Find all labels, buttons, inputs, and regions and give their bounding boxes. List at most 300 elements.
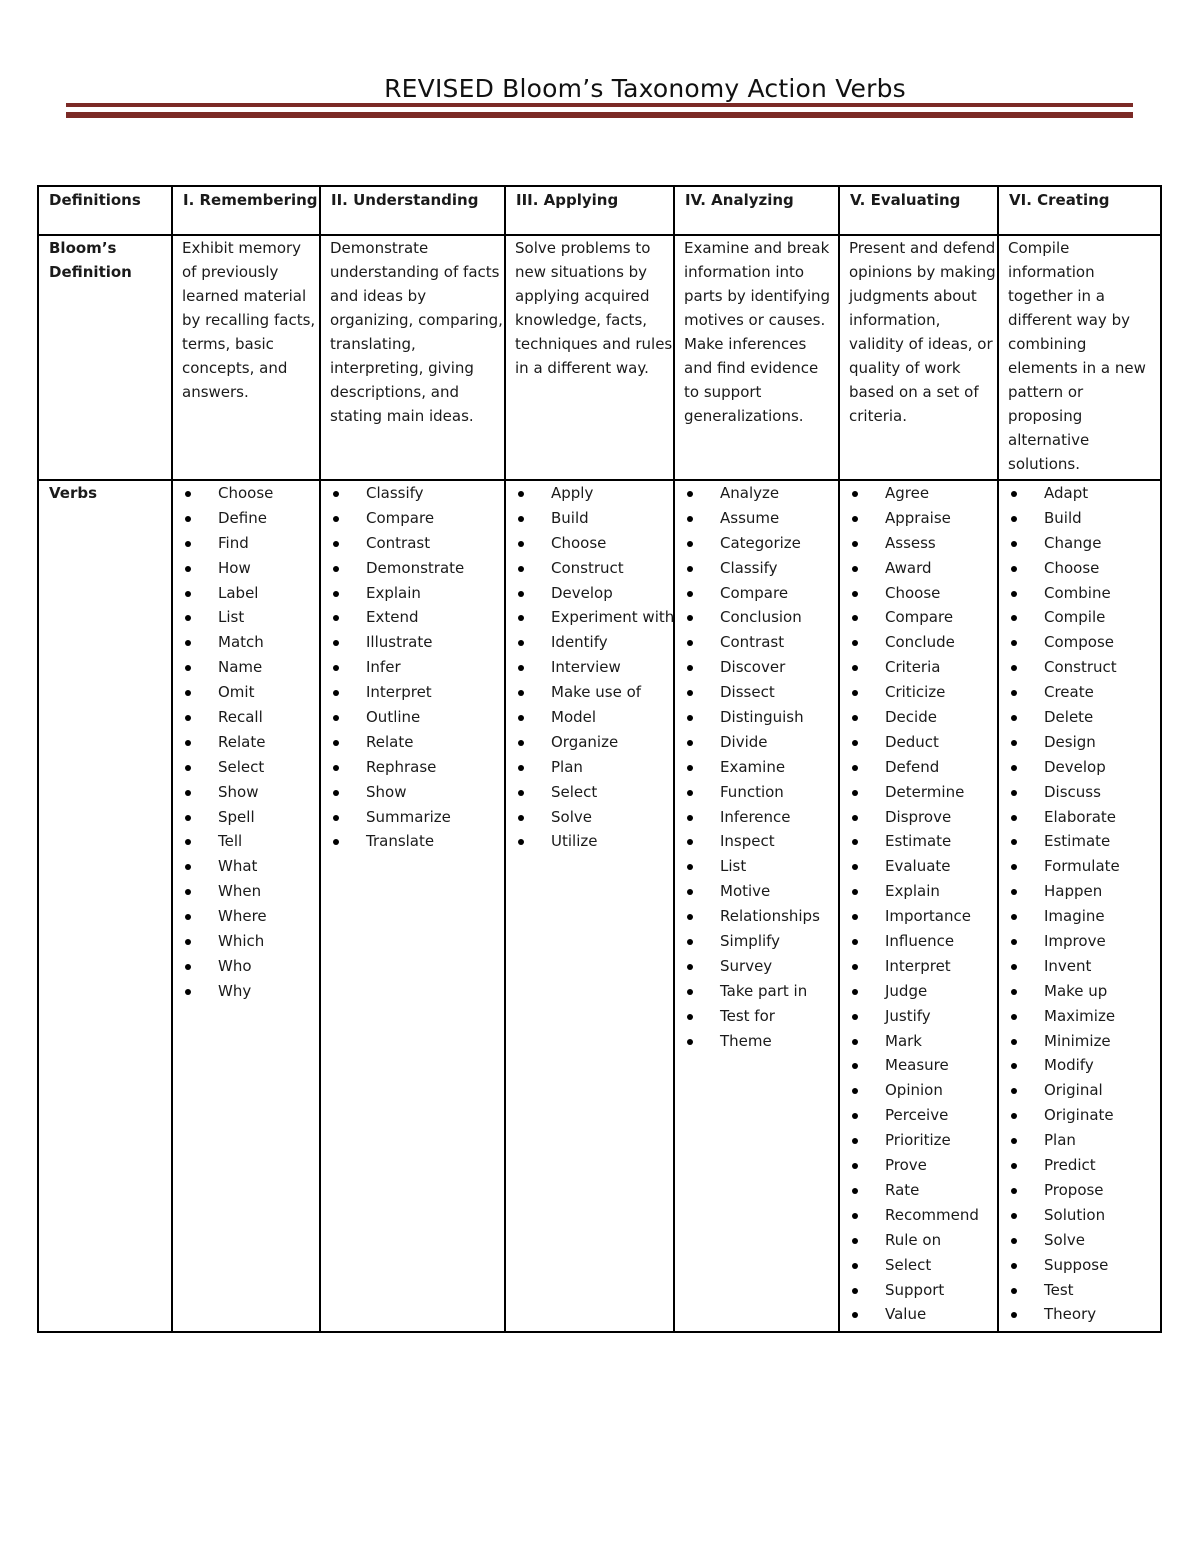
verb-text: Conclude: [885, 633, 955, 652]
title-rule-thick: [66, 112, 1133, 118]
bullet-icon: [687, 516, 693, 522]
verb-item: [675, 780, 838, 805]
verb-item: [675, 730, 838, 755]
verb-item: [999, 605, 1160, 630]
verb-text: Prioritize: [885, 1131, 951, 1150]
title-rule-thin: [66, 103, 1133, 107]
verb-text: Adapt: [1044, 484, 1089, 502]
verb-text: Dissect: [720, 683, 775, 702]
bullet-icon: [1011, 640, 1017, 646]
verb-text: Examine: [720, 757, 786, 776]
verb-item: [506, 829, 673, 854]
verb-text: Model: [551, 708, 597, 727]
verb-text: Simplify: [720, 932, 781, 951]
verb-text: Solve: [551, 807, 592, 826]
verb-text: Define: [218, 508, 267, 527]
bullet-icon: [185, 690, 191, 696]
bullet-icon: [1011, 516, 1017, 522]
verb-item: [840, 556, 997, 581]
verb-item: [173, 556, 319, 581]
verb-text: Perceive: [885, 1106, 949, 1125]
bullet-icon: [852, 939, 858, 945]
verb-item: [506, 605, 673, 630]
bullet-icon: [687, 640, 693, 646]
bullet-icon: [687, 989, 693, 995]
bullet-icon: [1011, 889, 1017, 895]
bullet-icon: [1011, 839, 1017, 845]
bullet-icon: [687, 491, 693, 497]
verb-text: Outline: [366, 708, 421, 727]
verb-list: [321, 481, 504, 854]
verb-item: [675, 954, 838, 979]
definition-remembering: Exhibit memory of previously learned material by recalling facts, terms, basic concepts, and answers.: [172, 235, 320, 480]
verb-item: [173, 929, 319, 954]
verb-item: [840, 630, 997, 655]
verb-text: Match: [218, 633, 264, 652]
verb-item: [999, 1302, 1160, 1327]
bullet-icon: [1011, 690, 1017, 696]
verb-text: List: [218, 608, 245, 627]
bullet-icon: [852, 690, 858, 696]
verb-item: [999, 780, 1160, 805]
verb-text: List: [720, 857, 747, 876]
verb-list: [840, 481, 997, 1327]
verb-item: [506, 506, 673, 531]
bullet-icon: [518, 715, 524, 721]
bullet-icon: [185, 516, 191, 522]
verb-item: [840, 1128, 997, 1153]
bullet-icon: [185, 914, 191, 920]
bullet-icon: [852, 864, 858, 870]
bullet-icon: [852, 989, 858, 995]
verb-item: [506, 581, 673, 606]
verb-item: [173, 705, 319, 730]
bullet-icon: [687, 790, 693, 796]
verb-item: [840, 1278, 997, 1303]
verb-text: Label: [218, 583, 259, 602]
bullet-icon: [687, 839, 693, 845]
verb-item: [173, 506, 319, 531]
verb-item: [840, 929, 997, 954]
verb-text: Categorize: [720, 533, 801, 552]
bullet-icon: [1011, 1014, 1017, 1020]
verb-item: [173, 904, 319, 929]
verb-item: [506, 481, 673, 506]
verb-text: Rate: [885, 1180, 920, 1199]
verb-text: Select: [885, 1255, 932, 1274]
verb-text: Compare: [720, 583, 789, 602]
verb-item: [506, 780, 673, 805]
header-row: [38, 186, 1161, 235]
verb-item: [506, 531, 673, 556]
verb-text: Build: [1044, 508, 1082, 527]
verb-text: What: [218, 857, 258, 876]
verb-item: [173, 680, 319, 705]
bullet-icon: [852, 964, 858, 970]
bullet-icon: [333, 491, 339, 497]
verb-text: Develop: [1044, 757, 1106, 776]
bullet-icon: [1011, 1312, 1017, 1318]
bullet-icon: [1011, 939, 1017, 945]
bullet-icon: [687, 939, 693, 945]
bullet-icon: [687, 914, 693, 920]
verb-text: Recommend: [885, 1205, 979, 1224]
verb-text: Assume: [720, 508, 780, 527]
verb-text: Choose: [1044, 558, 1100, 577]
verb-text: Value: [885, 1305, 927, 1324]
verb-text: Find: [218, 533, 249, 552]
bullet-icon: [852, 1263, 858, 1269]
bullet-icon: [185, 615, 191, 621]
verb-text: Determine: [885, 782, 965, 801]
bullet-icon: [518, 566, 524, 572]
page-title: REVISED Bloom’s Taxonomy Action Verbs: [384, 74, 906, 103]
bullet-icon: [852, 1138, 858, 1144]
bullet-icon: [333, 765, 339, 771]
verb-item: [675, 531, 838, 556]
verb-text: Prove: [885, 1156, 927, 1175]
verb-item: [999, 1178, 1160, 1203]
verb-text: Design: [1044, 732, 1096, 751]
bullet-icon: [1011, 1163, 1017, 1169]
bullet-icon: [852, 1238, 858, 1244]
verb-text: Solve: [1044, 1230, 1085, 1249]
bullet-icon: [1011, 1088, 1017, 1094]
verb-text: Choose: [218, 484, 274, 502]
verb-item: [999, 1004, 1160, 1029]
header-applying: III. Applying: [505, 186, 674, 235]
bullet-icon: [1011, 864, 1017, 870]
verb-item: [840, 1078, 997, 1103]
verb-item: [840, 1302, 997, 1327]
verb-text: Develop: [551, 583, 613, 602]
bullet-icon: [333, 640, 339, 646]
verb-text: Deduct: [885, 732, 939, 751]
bullet-icon: [1011, 815, 1017, 821]
verb-text: Assess: [885, 533, 936, 552]
verb-text: Contrast: [720, 633, 785, 652]
verb-item: [840, 481, 997, 506]
bullet-icon: [1011, 1288, 1017, 1294]
bullet-icon: [1011, 964, 1017, 970]
verb-text: Choose: [885, 583, 941, 602]
verb-text: Decide: [885, 708, 937, 727]
verb-text: Make use of: [551, 683, 642, 702]
bullet-icon: [333, 740, 339, 746]
verb-text: Change: [1044, 533, 1102, 552]
definition-applying: Solve problems to new situations by applying acquired knowledge, facts, techniques and rules in a different way.: [505, 235, 674, 480]
verb-text: Create: [1044, 683, 1094, 702]
verb-item: [840, 506, 997, 531]
verb-text: Infer: [366, 658, 401, 677]
bullet-icon: [333, 516, 339, 522]
verb-item: [173, 630, 319, 655]
verb-item: [840, 979, 997, 1004]
verb-text: Judge: [885, 981, 928, 1000]
verb-text: Utilize: [551, 832, 598, 851]
verb-list: [506, 481, 673, 854]
bullet-icon: [852, 1188, 858, 1194]
bullet-icon: [185, 765, 191, 771]
verb-text: Where: [218, 907, 267, 926]
verb-item: [840, 954, 997, 979]
verb-text: Who: [218, 956, 252, 975]
bullet-icon: [1011, 665, 1017, 671]
verb-item: [840, 605, 997, 630]
bullet-icon: [852, 591, 858, 597]
verb-text: Omit: [218, 683, 255, 702]
verb-item: [999, 705, 1160, 730]
verb-item: [321, 780, 504, 805]
verb-item: [675, 755, 838, 780]
bullet-icon: [687, 566, 693, 572]
bullet-icon: [852, 566, 858, 572]
bullet-icon: [687, 690, 693, 696]
bullet-icon: [852, 914, 858, 920]
bullet-icon: [518, 665, 524, 671]
bullet-icon: [687, 964, 693, 970]
verb-item: [999, 829, 1160, 854]
verb-item: [999, 1103, 1160, 1128]
bullet-icon: [518, 815, 524, 821]
verb-item: [321, 805, 504, 830]
bullet-icon: [852, 541, 858, 547]
verb-text: Estimate: [885, 832, 952, 851]
verb-item: [840, 854, 997, 879]
verb-item: [840, 1203, 997, 1228]
verbs-row-label: Verbs: [38, 480, 172, 1332]
verb-text: Divide: [720, 732, 768, 751]
verbs-applying: [505, 480, 674, 1332]
verb-text: Compose: [1044, 633, 1115, 652]
verb-text: Show: [218, 782, 259, 801]
verb-text: Rephrase: [366, 757, 437, 776]
bullet-icon: [185, 939, 191, 945]
verb-text: Rule on: [885, 1230, 942, 1249]
verb-item: [840, 531, 997, 556]
definition-row-label: Bloom’s Definition: [38, 235, 172, 480]
verb-item: [173, 780, 319, 805]
verb-text: Theme: [720, 1031, 772, 1050]
bullet-icon: [852, 615, 858, 621]
verb-text: Summarize: [366, 807, 451, 826]
verb-text: Survey: [720, 956, 773, 975]
verb-item: [675, 556, 838, 581]
verb-item: [840, 904, 997, 929]
verb-text: Distinguish: [720, 708, 804, 727]
verb-text: Contrast: [366, 533, 431, 552]
verb-text: Compare: [366, 508, 435, 527]
verb-item: [999, 1203, 1160, 1228]
verb-item: [999, 954, 1160, 979]
verb-item: [506, 655, 673, 680]
verb-item: [840, 730, 997, 755]
bullet-icon: [852, 815, 858, 821]
bullet-icon: [185, 541, 191, 547]
bullet-icon: [333, 715, 339, 721]
verb-text: Importance: [885, 907, 971, 926]
verb-text: Modify: [1044, 1056, 1094, 1075]
verb-item: [999, 531, 1160, 556]
verb-text: Analyze: [720, 484, 780, 502]
verb-item: [999, 854, 1160, 879]
verb-text: Mark: [885, 1031, 922, 1050]
verb-item: [173, 730, 319, 755]
bullet-icon: [333, 591, 339, 597]
verb-text: Maximize: [1044, 1006, 1116, 1025]
verb-item: [999, 506, 1160, 531]
bullet-icon: [852, 1213, 858, 1219]
verb-item: [840, 879, 997, 904]
bullet-icon: [1011, 1063, 1017, 1069]
verb-item: [506, 556, 673, 581]
verb-item: [840, 655, 997, 680]
verb-text: Invent: [1044, 956, 1092, 975]
verb-item: [321, 556, 504, 581]
bullet-icon: [852, 1039, 858, 1045]
verb-item: [321, 705, 504, 730]
verb-item: [506, 630, 673, 655]
verb-text: Take part in: [720, 981, 808, 1000]
verb-item: [999, 904, 1160, 929]
verb-text: Make up: [1044, 981, 1108, 1000]
verb-item: [321, 829, 504, 854]
verb-text: Inspect: [720, 832, 775, 851]
verb-item: [999, 1128, 1160, 1153]
verb-item: [321, 630, 504, 655]
verb-text: Originate: [1044, 1106, 1114, 1125]
verb-text: Why: [218, 981, 252, 1000]
verb-text: Explain: [366, 583, 421, 602]
bullet-icon: [852, 491, 858, 497]
verb-item: [840, 581, 997, 606]
bullet-icon: [687, 815, 693, 821]
verb-item: [321, 605, 504, 630]
verb-item: [173, 755, 319, 780]
verb-text: Which: [218, 932, 265, 951]
verb-text: Disprove: [885, 807, 952, 826]
bullet-icon: [518, 516, 524, 522]
verb-text: Award: [885, 558, 932, 577]
verb-text: Tell: [218, 832, 243, 851]
header-creating: VI. Creating: [998, 186, 1161, 235]
verb-item: [173, 829, 319, 854]
verb-text: Extend: [366, 608, 419, 627]
verb-item: [999, 805, 1160, 830]
bullet-icon: [333, 790, 339, 796]
verb-text: Build: [551, 508, 589, 527]
bullet-icon: [185, 640, 191, 646]
verb-text: Conclusion: [720, 608, 802, 627]
verb-text: Delete: [1044, 708, 1094, 727]
verb-text: Relate: [218, 732, 266, 751]
definition-creating: Compile information together in a different way by combining elements in a new pattern or proposing alternative solutions.: [998, 235, 1161, 480]
bullet-icon: [1011, 1263, 1017, 1269]
verb-item: [173, 954, 319, 979]
verb-item: [840, 755, 997, 780]
verb-text: Original: [1044, 1081, 1103, 1100]
verb-text: Apply: [551, 484, 594, 502]
bullet-icon: [687, 591, 693, 597]
bullet-icon: [687, 665, 693, 671]
verb-item: [999, 680, 1160, 705]
verb-item: [999, 879, 1160, 904]
verb-list: [999, 481, 1160, 1327]
verb-item: [999, 979, 1160, 1004]
verb-text: Discuss: [1044, 782, 1101, 801]
verb-item: [675, 1004, 838, 1029]
verb-text: Imagine: [1044, 907, 1105, 926]
verb-item: [173, 854, 319, 879]
bullet-icon: [687, 715, 693, 721]
bullet-icon: [185, 491, 191, 497]
verb-item: [999, 556, 1160, 581]
bullet-icon: [852, 516, 858, 522]
bullet-icon: [1011, 715, 1017, 721]
verb-item: [840, 680, 997, 705]
verb-text: Interpret: [885, 956, 951, 975]
bullet-icon: [1011, 591, 1017, 597]
header-analyzing: IV. Analyzing: [674, 186, 839, 235]
verb-text: Motive: [720, 882, 771, 901]
verb-text: Name: [218, 658, 263, 677]
verb-item: [675, 630, 838, 655]
verb-text: Select: [218, 757, 265, 776]
verb-text: Evaluate: [885, 857, 951, 876]
verb-item: [675, 605, 838, 630]
bullet-icon: [185, 989, 191, 995]
bullet-icon: [1011, 989, 1017, 995]
bullet-icon: [852, 640, 858, 646]
verb-item: [321, 506, 504, 531]
verb-text: Relationships: [720, 907, 820, 926]
bullet-icon: [687, 1039, 693, 1045]
bullet-icon: [1011, 914, 1017, 920]
verb-item: [675, 854, 838, 879]
verb-text: How: [218, 558, 251, 577]
verbs-understanding: [320, 480, 505, 1332]
bullet-icon: [185, 889, 191, 895]
verb-item: [173, 481, 319, 506]
verb-item: [173, 581, 319, 606]
verb-text: Relate: [366, 732, 414, 751]
verb-item: [506, 755, 673, 780]
bullet-icon: [1011, 1138, 1017, 1144]
verb-list: [173, 481, 319, 1004]
verb-item: [675, 506, 838, 531]
verb-item: [675, 979, 838, 1004]
verb-item: [999, 1078, 1160, 1103]
verb-text: Improve: [1044, 932, 1106, 951]
bullet-icon: [687, 740, 693, 746]
verb-text: Predict: [1044, 1156, 1096, 1175]
definition-analyzing: Examine and break information into parts by identifying motives or causes. Make inferences and find evidence to support generalizations.: [674, 235, 839, 480]
verb-item: [999, 630, 1160, 655]
bullet-icon: [852, 740, 858, 746]
bloom-taxonomy-table: [37, 185, 1162, 1333]
verb-text: Demonstrate: [366, 558, 465, 577]
bullet-icon: [852, 765, 858, 771]
verbs-remembering: [172, 480, 320, 1332]
verb-item: [506, 680, 673, 705]
bullet-icon: [333, 541, 339, 547]
bullet-icon: [1011, 566, 1017, 572]
verb-item: [173, 655, 319, 680]
verb-text: Opinion: [885, 1081, 943, 1100]
verb-text: Justify: [885, 1006, 931, 1025]
verb-item: [840, 829, 997, 854]
bullet-icon: [1011, 790, 1017, 796]
